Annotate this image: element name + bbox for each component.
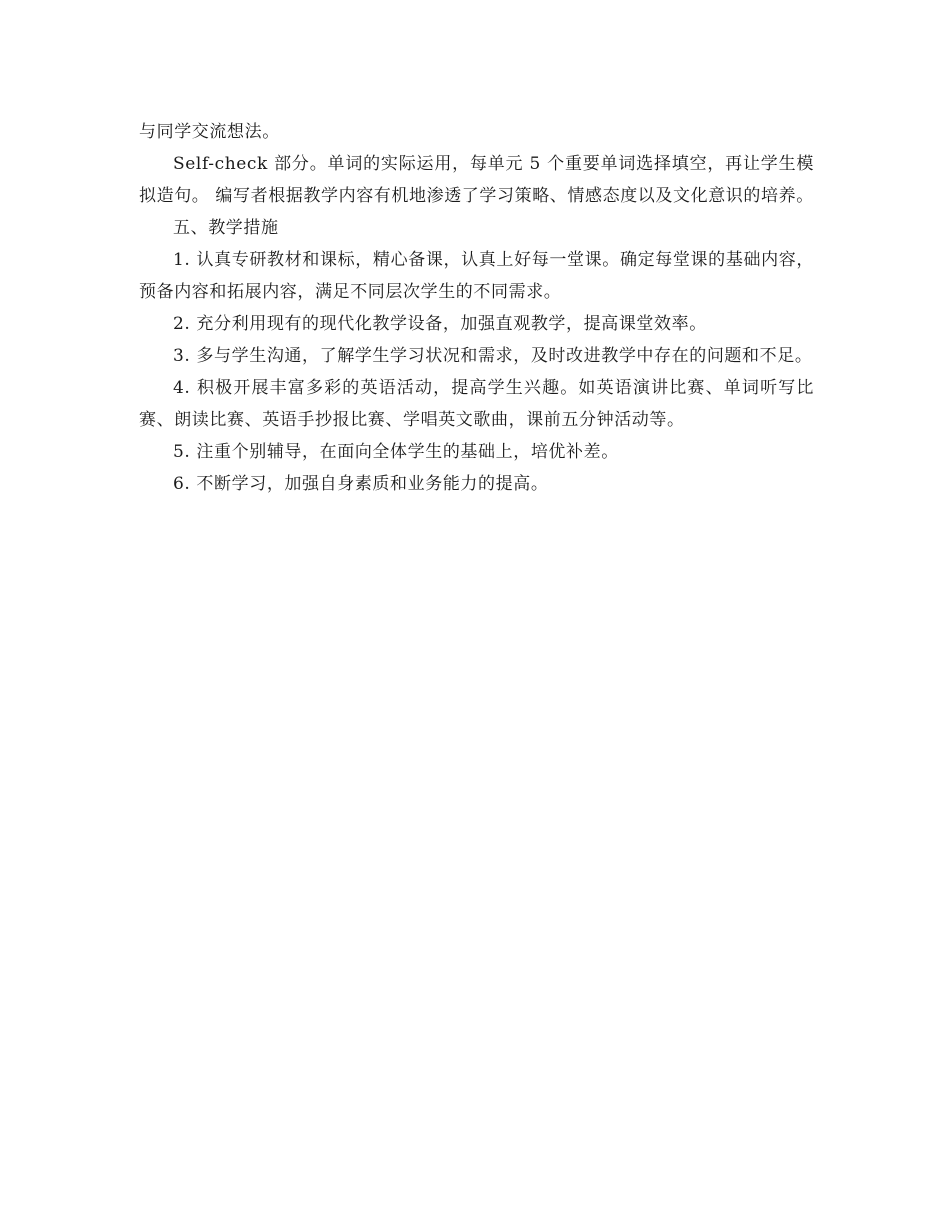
- list-item-measure-3: 3. 多与学生沟通，了解学生学习状况和需求，及时改进教学中存在的问题和不足。: [173, 346, 813, 366]
- list-item-measure-6: 6. 不断学习，加强自身素质和业务能力的提高。: [173, 474, 549, 494]
- list-item-measure-5: 5. 注重个别辅导，在面向全体学生的基础上，培优补差。: [173, 442, 619, 462]
- paragraph-self-check: Self-check 部分。单词的实际运用，每单元 5 个重要单词选择填空，再让学生模拟造句。 编写者根据教学内容有机地渗透了学习策略、情感态度以及文化意识的培养。: [139, 154, 814, 206]
- list-item-measure-4: 4. 积极开展丰富多彩的英语活动，提高学生兴趣。如英语演讲比赛、单词听写比赛、朗读比赛、英语手抄报比赛、学唱英文歌曲，课前五分钟活动等。: [139, 378, 814, 430]
- list-item-measure-1: 1. 认真专研教材和课标，精心备课，认真上好每一堂课。确定每堂课的基础内容，预备内容和拓展内容，满足不同层次学生的不同需求。: [139, 250, 814, 302]
- section-heading-teaching-measures: 五、教学措施: [173, 218, 279, 238]
- document-body: [139, 116, 814, 500]
- list-item-measure-2: 2. 充分利用现有的现代化教学设备，加强直观教学，提高课堂效率。: [173, 314, 707, 334]
- paragraph-continuation: 与同学交流想法。: [139, 122, 280, 142]
